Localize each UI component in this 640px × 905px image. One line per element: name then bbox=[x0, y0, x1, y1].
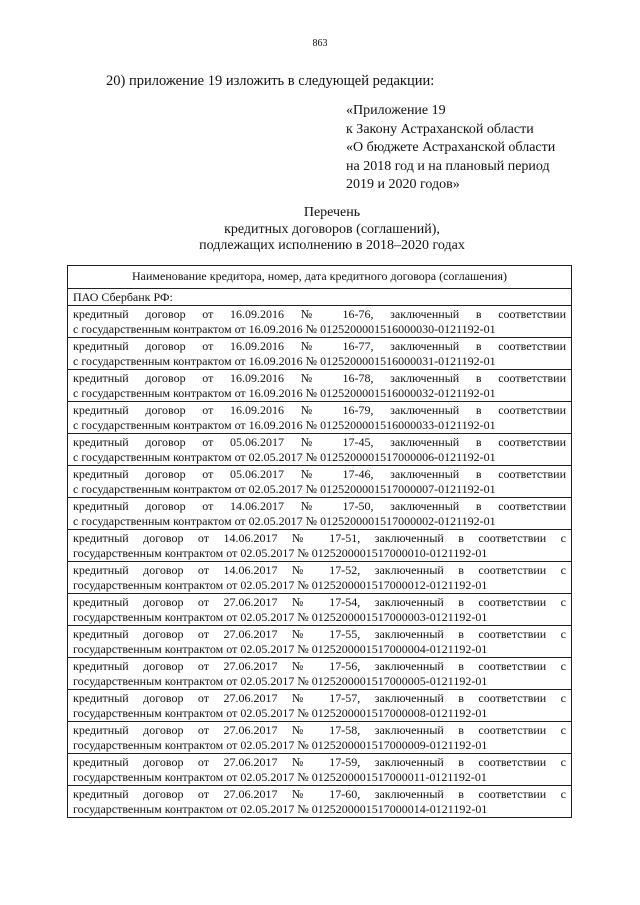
title-line: кредитных договоров (соглашений), bbox=[224, 221, 440, 237]
agreement-cell bbox=[68, 498, 572, 530]
agreement-line: кредитный договор от 27.06.2017 № 17-59, заключенный в соответствии с bbox=[73, 755, 566, 769]
agreement-cell bbox=[68, 306, 572, 338]
contract-line: государственным контрактом от 02.05.2017 № 0125200001517000010-0121192-01 bbox=[73, 545, 488, 560]
agreement-line: кредитный договор от 27.06.2017 № 17-58, заключенный в соответствии с bbox=[73, 723, 566, 737]
table-row bbox=[68, 466, 572, 498]
table-row bbox=[68, 594, 572, 626]
agreement-line: кредитный договор от 27.06.2017 № 17-56, заключенный в соответствии с bbox=[73, 659, 566, 673]
contract-line: государственным контрактом от 02.05.2017 № 0125200001517000005-0121192-01 bbox=[73, 673, 488, 688]
appendix-header-line: «Приложение 19 bbox=[346, 103, 446, 118]
agreement-cell bbox=[68, 530, 572, 562]
appendix-header-line: «О бюджете Астраханской области bbox=[346, 140, 556, 155]
table-row bbox=[68, 562, 572, 594]
agreement-line: кредитный договор от 16.09.2016 № 16-76, заключенный в соответствии bbox=[73, 307, 566, 321]
column-header: Наименование кредитора, номер, дата кредитного договора (соглашения) bbox=[68, 266, 572, 289]
agreement-line: кредитный договор от 27.06.2017 № 17-60, заключенный в соответствии с bbox=[73, 787, 566, 801]
agreement-cell bbox=[68, 690, 572, 722]
agreement-cell bbox=[68, 434, 572, 466]
contract-line: государственным контрактом от 02.05.2017 № 0125200001517000004-0121192-01 bbox=[73, 641, 488, 656]
table-header-row bbox=[68, 266, 572, 289]
table-row bbox=[68, 722, 572, 754]
agreement-cell bbox=[68, 626, 572, 658]
table-row bbox=[68, 434, 572, 466]
table-row bbox=[68, 498, 572, 530]
contract-line: государственным контрактом от 02.05.2017 № 0125200001517000009-0121192-01 bbox=[73, 737, 488, 752]
table-row bbox=[68, 370, 572, 402]
document-title bbox=[0, 205, 640, 255]
page-number: 863 bbox=[312, 38, 328, 49]
contract-line: с государственным контрактом от 16.09.2016 № 0125200001516000032-0121192-01 bbox=[73, 385, 496, 400]
table-row bbox=[68, 306, 572, 338]
agreement-cell bbox=[68, 786, 572, 818]
table-row bbox=[68, 786, 572, 818]
contract-line: с государственным контрактом от 16.09.2016 № 0125200001516000030-0121192-01 bbox=[73, 321, 496, 336]
agreement-line: кредитный договор от 14.06.2017 № 17-51, заключенный в соответствии с bbox=[73, 531, 566, 545]
table-row bbox=[68, 754, 572, 786]
agreement-line: кредитный договор от 05.06.2017 № 17-46, заключенный в соответствии bbox=[73, 467, 566, 481]
contract-line: с государственным контрактом от 02.05.2017 № 0125200001517000002-0121192-01 bbox=[73, 513, 496, 528]
table-row bbox=[68, 402, 572, 434]
agreement-cell bbox=[68, 466, 572, 498]
agreement-cell bbox=[68, 338, 572, 370]
contract-line: с государственным контрактом от 02.05.2017 № 0125200001517000006-0121192-01 bbox=[73, 449, 496, 464]
agreement-line: кредитный договор от 14.06.2017 № 17-50, заключенный в соответствии bbox=[73, 499, 566, 513]
agreement-line: кредитный договор от 16.09.2016 № 16-79, заключенный в соответствии bbox=[73, 403, 566, 417]
agreement-line: кредитный договор от 16.09.2016 № 16-77, заключенный в соответствии bbox=[73, 339, 566, 353]
table-row bbox=[68, 530, 572, 562]
agreement-cell bbox=[68, 594, 572, 626]
agreement-cell bbox=[68, 754, 572, 786]
appendix-header-line: 2019 и 2020 годов» bbox=[346, 177, 460, 192]
contract-line: государственным контрактом от 02.05.2017 № 0125200001517000008-0121192-01 bbox=[73, 705, 488, 720]
appendix-header bbox=[346, 102, 555, 195]
credit-agreements-table bbox=[67, 265, 572, 818]
table-row bbox=[68, 338, 572, 370]
agreement-line: кредитный договор от 27.06.2017 № 17-54, заключенный в соответствии с bbox=[73, 595, 566, 609]
agreement-line: кредитный договор от 27.06.2017 № 17-57, заключенный в соответствии с bbox=[73, 691, 566, 705]
contract-line: с государственным контрактом от 16.09.2016 № 0125200001516000033-0121192-01 bbox=[73, 417, 496, 432]
agreement-line: кредитный договор от 16.09.2016 № 16-78, заключенный в соответствии bbox=[73, 371, 566, 385]
agreement-cell bbox=[68, 402, 572, 434]
agreement-cell bbox=[68, 658, 572, 690]
creditor-row bbox=[68, 288, 572, 306]
title-line: подлежащих исполнению в 2018–2020 годах bbox=[199, 238, 465, 253]
creditor-name: ПАО Сбербанк РФ: bbox=[68, 288, 572, 306]
amendment-intro: 20) приложение 19 изложить в следующей редакции: bbox=[106, 73, 435, 89]
contract-line: государственным контрактом от 02.05.2017 № 0125200001517000011-0121192-01 bbox=[73, 769, 487, 784]
contract-line: государственным контрактом от 02.05.2017 № 0125200001517000003-0121192-01 bbox=[73, 609, 488, 624]
agreement-cell bbox=[68, 722, 572, 754]
contract-line: с государственным контрактом от 16.09.2016 № 0125200001516000031-0121192-01 bbox=[73, 353, 496, 368]
agreement-line: кредитный договор от 14.06.2017 № 17-52, заключенный в соответствии с bbox=[73, 563, 566, 577]
agreement-line: кредитный договор от 27.06.2017 № 17-55, заключенный в соответствии с bbox=[73, 627, 566, 641]
appendix-header-line: на 2018 год и на плановый период bbox=[346, 158, 550, 174]
appendix-header-line: к Закону Астраханской области bbox=[346, 121, 534, 137]
table-row bbox=[68, 626, 572, 658]
contract-line: государственным контрактом от 02.05.2017 № 0125200001517000012-0121192-01 bbox=[73, 577, 488, 592]
agreement-cell bbox=[68, 562, 572, 594]
table-row bbox=[68, 690, 572, 722]
contract-line: государственным контрактом от 02.05.2017 № 0125200001517000014-0121192-01 bbox=[73, 801, 488, 816]
contract-line: с государственным контрактом от 02.05.2017 № 0125200001517000007-0121192-01 bbox=[73, 481, 496, 496]
agreement-line: кредитный договор от 05.06.2017 № 17-45, заключенный в соответствии bbox=[73, 435, 566, 449]
table-row bbox=[68, 658, 572, 690]
title-line: Перечень bbox=[303, 205, 361, 220]
agreement-cell bbox=[68, 370, 572, 402]
